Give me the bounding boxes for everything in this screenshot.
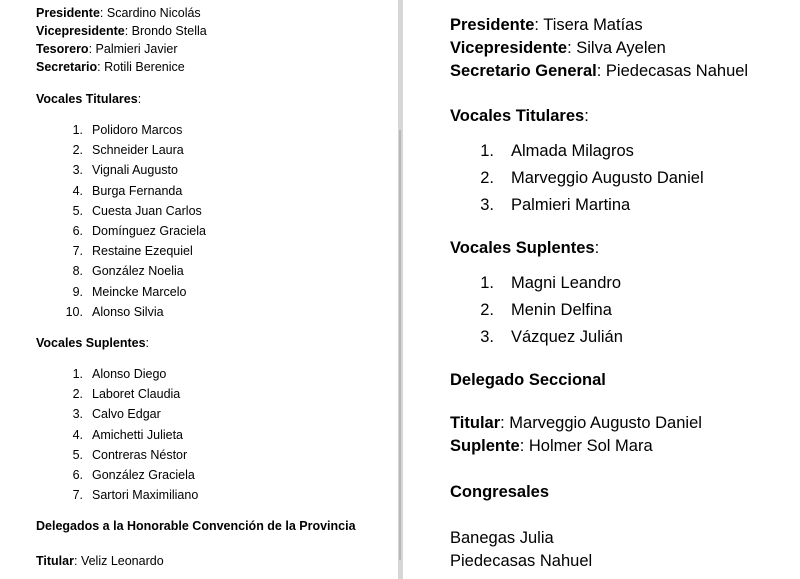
list-item: 2. Marveggio Augusto Daniel	[480, 169, 704, 187]
congresal-line: Banegas Julia	[450, 529, 554, 547]
officer-line: Vicepresidente: Brondo Stella	[36, 24, 207, 38]
vocales-suplentes-list	[36, 364, 390, 505]
section-heading: Congresales	[450, 483, 550, 501]
officer-role: Secretario	[36, 60, 98, 74]
vocales-suplentes-list	[450, 270, 792, 351]
section-heading: Vocales Titulares:	[450, 107, 589, 125]
list-item: 3. Palmieri Martina	[480, 196, 631, 214]
list-item: 1. Almada Milagros	[480, 142, 634, 160]
delegado-line: Titular: Marveggio Augusto Daniel	[450, 414, 702, 432]
officer-line: Secretario General: Piedecasas Nahuel	[450, 62, 749, 80]
list-item: 3. Vázquez Julián	[480, 328, 623, 346]
list-item: 5. Contreras Néstor	[72, 447, 188, 462]
left-document-content	[36, 4, 390, 570]
list-item: 8. González Noelia	[72, 264, 184, 279]
officer-role: Vicepresidente	[450, 39, 568, 57]
section-heading: Vocales Suplentes:	[450, 239, 600, 257]
officer-name: Brondo Stella	[131, 24, 207, 38]
officer-name: Silva Ayelen	[576, 39, 666, 57]
list-item: 6. González Graciela	[72, 468, 195, 483]
officer-line: Vicepresidente: Silva Ayelen	[450, 39, 666, 57]
officer-line: Presidente: Scardino Nicolás	[36, 6, 201, 20]
list-item: 1. Magni Leandro	[480, 274, 622, 292]
officer-role: Presidente	[450, 16, 535, 34]
list-item: 2. Laboret Claudia	[72, 387, 181, 402]
delegado-role: Titular	[36, 554, 74, 569]
congresal-line: Piedecasas Nahuel	[450, 552, 593, 570]
list-item: 7. Restaine Ezequiel	[72, 244, 193, 259]
right-document-page	[403, 0, 800, 579]
officer-role: Vicepresidente	[36, 24, 125, 38]
officer-role: Presidente	[36, 6, 100, 20]
officer-name: Scardino Nicolás	[106, 6, 201, 20]
delegado-name: Marveggio Augusto Daniel	[509, 414, 702, 432]
delegado-line: Titular: Veliz Leonardo	[36, 554, 164, 569]
section-heading: Vocales Suplentes:	[36, 336, 150, 351]
list-item: 10. Alonso Silvia	[65, 304, 164, 319]
officer-role: Tesorero	[36, 42, 89, 56]
section-heading: Vocales Titulares:	[36, 92, 142, 106]
vocales-titulares-list	[450, 138, 792, 219]
list-item: 3. Calvo Edgar	[72, 407, 161, 422]
officer-line: Tesorero: Palmieri Javier	[36, 42, 178, 56]
officer-line: Secretario: Rotili Berenice	[36, 60, 185, 74]
delegado-line: Suplente: Holmer Sol Mara	[450, 437, 653, 455]
list-item: 4. Burga Fernanda	[72, 183, 183, 198]
officer-name: Piedecasas Nahuel	[605, 62, 749, 80]
delegado-role: Suplente	[450, 437, 520, 455]
delegado-name: Holmer Sol Mara	[528, 437, 653, 455]
officer-role: Secretario General	[450, 62, 597, 80]
left-document-page	[0, 0, 398, 579]
officer-line: Presidente: Tisera Matías	[450, 16, 643, 34]
list-item: 6. Domínguez Graciela	[72, 224, 206, 239]
list-item: 3. Vignali Augusto	[72, 163, 178, 178]
list-item: 1. Polidoro Marcos	[72, 123, 183, 137]
officer-name: Palmieri Javier	[95, 42, 178, 56]
section-heading: Delegados a la Honorable Convención de la Provincia	[36, 519, 356, 534]
section-heading: Delegado Seccional	[450, 371, 606, 389]
delegado-name: Veliz Leonardo	[80, 554, 164, 569]
list-item: 5. Cuesta Juan Carlos	[72, 203, 202, 218]
officer-name: Tisera Matías	[543, 16, 643, 34]
officer-name: Rotili Berenice	[104, 60, 185, 74]
right-document-content	[450, 14, 792, 573]
list-item: 1. Alonso Diego	[72, 367, 167, 382]
list-item: 4. Amichetti Julieta	[72, 427, 184, 442]
list-item: 7. Sartori Maximiliano	[72, 488, 199, 503]
list-item: 2. Menin Delfina	[480, 301, 612, 319]
delegado-role: Titular	[450, 414, 501, 432]
list-item: 2. Schneider Laura	[72, 143, 184, 158]
list-item: 9. Meincke Marcelo	[72, 284, 187, 299]
scroll-divider	[399, 130, 401, 560]
vocales-titulares-list	[36, 120, 390, 322]
